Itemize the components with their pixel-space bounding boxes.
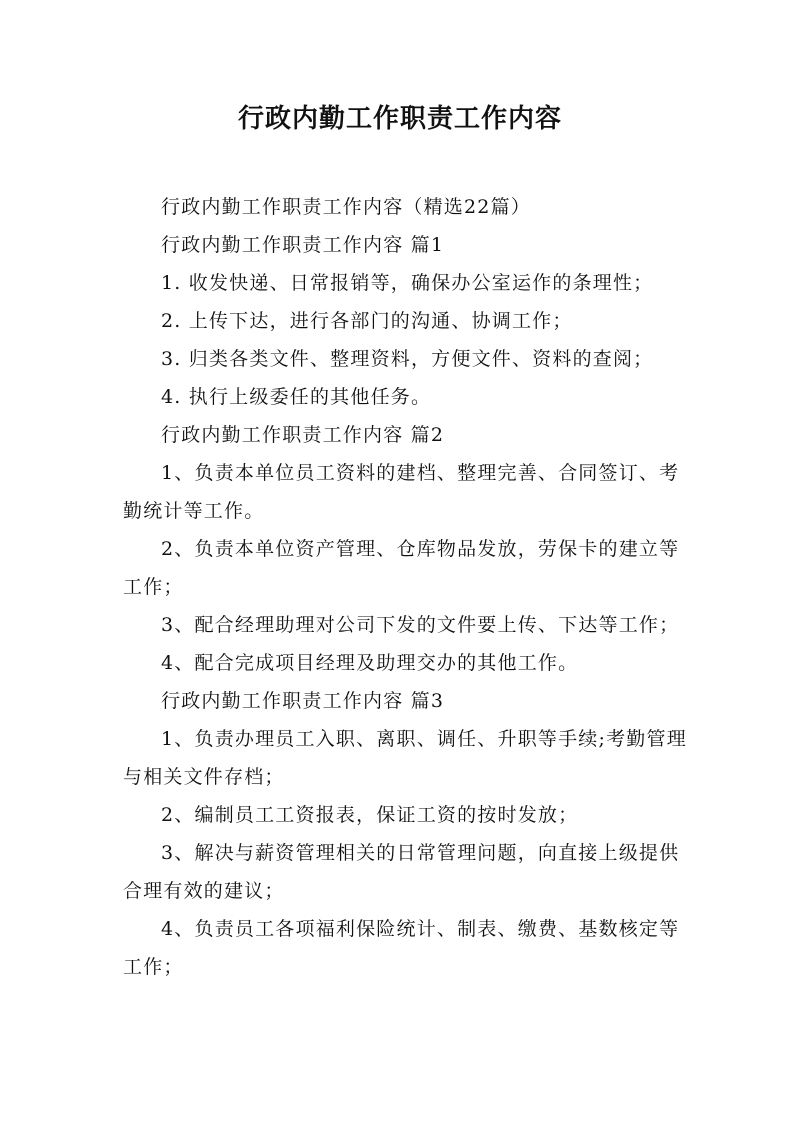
- list-item: 4、配合完成项目经理及助理交办的其他工作。: [161, 652, 579, 674]
- section-heading: 行政内勤工作职责工作内容 篇1: [161, 234, 445, 256]
- list-item: 4、负责员工各项福利保险统计、制表、缴费、基数核定等工作；: [123, 918, 680, 978]
- list-item: 1、负责本单位员工资料的建档、整理完善、合同签订、考勤统计等工作。: [123, 462, 680, 522]
- section-heading: 行政内勤工作职责工作内容 篇3: [161, 690, 445, 712]
- list-item: 1. 收发快递、日常报销等，确保办公室运作的条理性；: [161, 272, 654, 294]
- list-item: 4. 执行上级委任的其他任务。: [161, 386, 432, 408]
- list-item: 2、编制员工工资报表，保证工资的按时发放；: [161, 804, 579, 826]
- section-heading: 行政内勤工作职责工作内容 篇2: [161, 424, 445, 446]
- document-subtitle: 行政内勤工作职责工作内容（精选22篇）: [161, 196, 531, 218]
- list-item: 2、负责本单位资产管理、仓库物品发放，劳保卡的建立等工作；: [123, 538, 680, 598]
- list-item: 3. 归类各类文件、整理资料，方便文件、资料的查阅；: [161, 348, 654, 370]
- list-item: 1、负责办理员工入职、离职、调任、升职等手续;考勤管理与相关文件存档；: [123, 728, 687, 788]
- list-item: 3、解决与薪资管理相关的日常管理问题，向直接上级提供合理有效的建议；: [123, 842, 680, 902]
- document-title: 行政内勤工作职责工作内容: [237, 104, 562, 134]
- list-item: 3、配合经理助理对公司下发的文件要上传、下达等工作；: [161, 614, 680, 636]
- list-item: 2. 上传下达，进行各部门的沟通、协调工作；: [161, 310, 573, 332]
- document-body: [123, 188, 689, 986]
